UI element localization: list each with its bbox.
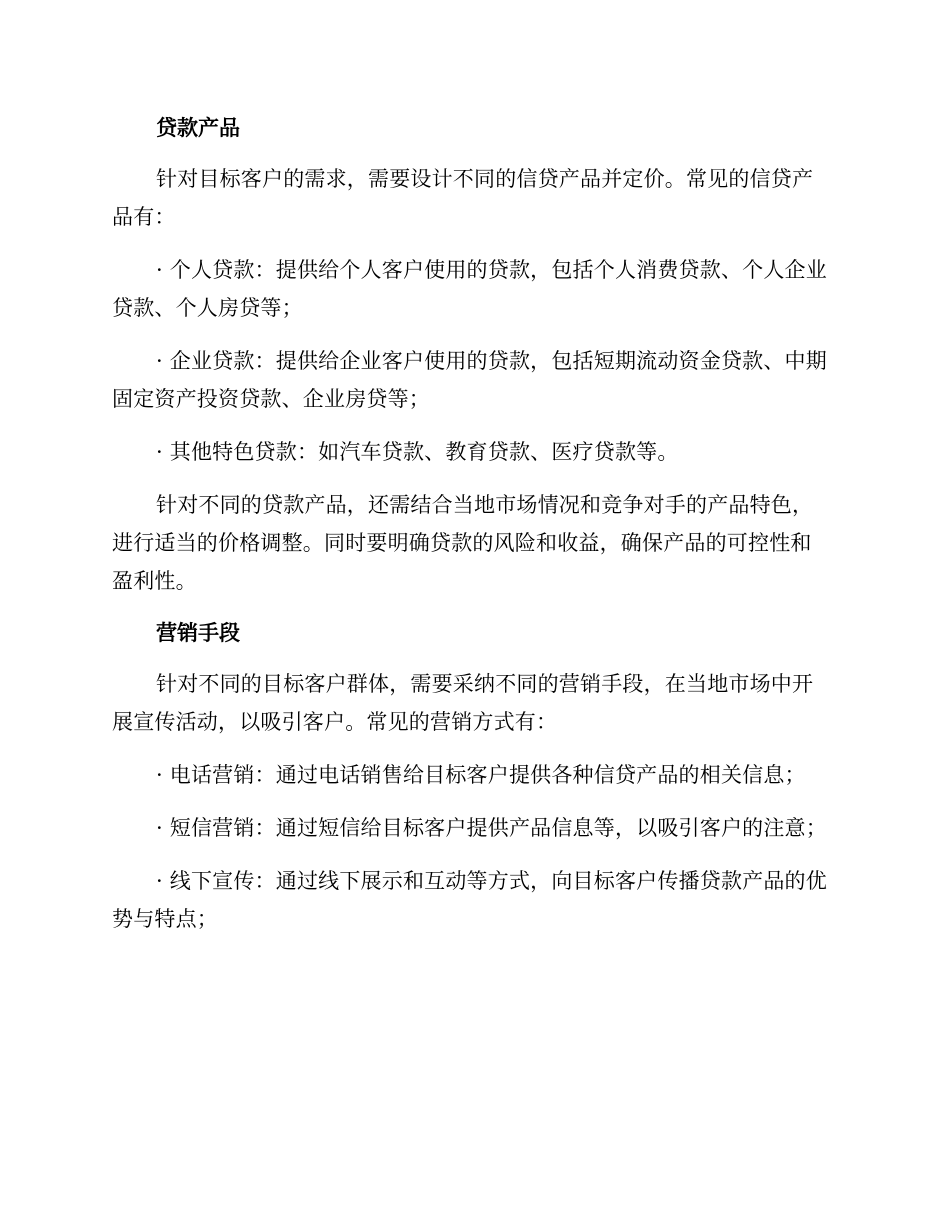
bullet-personal-loan: · 个人贷款：提供给个人客户使用的贷款，包括个人消费贷款、个人企业贷款、个人房贷等； [112, 258, 827, 320]
bullet-special-loan: · 其他特色贷款：如汽车贷款、教育贷款、医疗贷款等。 [156, 440, 679, 464]
section-heading-loan-products: 贷款产品 [156, 116, 240, 140]
loan-products-closing: 针对不同的贷款产品，还需结合当地市场情况和竞争对手的产品特色，进行适当的价格调整。同时要明确贷款的风险和收益，确保产品的可控性和盈利性。 [112, 493, 814, 593]
loan-products-intro: 针对目标客户的需求，需要设计不同的信贷产品并定价。常见的信贷产品有： [112, 167, 814, 229]
section-heading-marketing: 营销手段 [156, 621, 240, 645]
bullet-enterprise-loan: · 企业贷款：提供给企业客户使用的贷款，包括短期流动资金贷款、中期固定资产投资贷款、企业房贷等； [112, 349, 827, 411]
bullet-sms-marketing: · 短信营销：通过短信给目标客户提供产品信息等，以吸引客户的注意； [156, 816, 827, 840]
bullet-phone-marketing: · 电话营销：通过电话销售给目标客户提供各种信贷产品的相关信息； [156, 763, 806, 787]
document-body [112, 110, 832, 953]
marketing-intro: 针对不同的目标客户群体，需要采纳不同的营销手段，在当地市场中开展宣传活动，以吸引客户。常见的营销方式有： [112, 672, 814, 734]
bullet-offline-promotion: · 线下宣传：通过线下展示和互动等方式，向目标客户传播贷款产品的优势与特点； [112, 869, 827, 931]
